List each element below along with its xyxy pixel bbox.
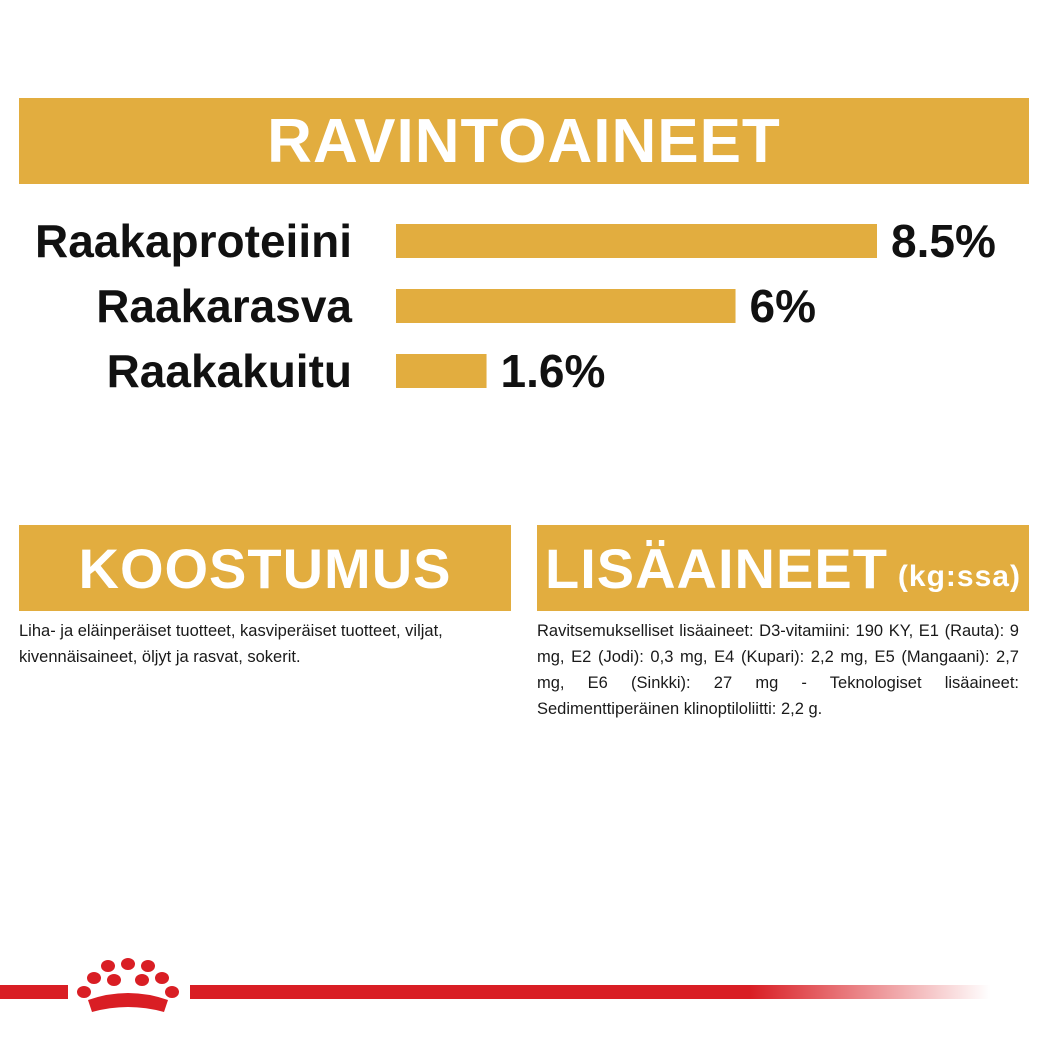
composition-title: KOOSTUMUS — [78, 536, 452, 600]
category-label: Raakarasva — [96, 280, 352, 332]
additives-banner — [537, 525, 1029, 611]
category-label: Raakaproteiini — [35, 215, 352, 267]
nutrients-title: RAVINTOAINEET — [267, 106, 781, 176]
composition-banner — [19, 525, 511, 611]
nutrients-bar-chart — [0, 200, 1049, 410]
value-label: 6% — [749, 280, 817, 332]
bar — [396, 354, 487, 388]
bar — [396, 224, 877, 258]
nutrients-banner — [19, 98, 1029, 184]
category-label: Raakakuitu — [106, 345, 352, 397]
crown-logo-icon — [72, 956, 184, 1020]
additives-text: Ravitsemukselliset lisäaineet: D3-vitamiini: 190 KY, E1 (Rauta): 9 mg, E2 (Jodi): 0,3 mg, E4 (Kupari): 2,2 mg, E5 (Mangaani): 2,7 mg, E6 (Sinkki): 27 mg - Teknologiset lisäaineet: Sedimenttiperäinen klinoptiloliitti: 2,2 g. — [537, 622, 1019, 718]
additives-unit: (kg:ssa) — [897, 560, 1021, 593]
additives-title: LISÄAINEET — [545, 536, 888, 600]
composition-text: Liha- ja eläinperäiset tuotteet, kasviperäiset tuotteet, viljat, kivennäisaineet, öljyt ja rasvat, sokerit. — [19, 622, 443, 666]
value-label: 1.6% — [500, 345, 606, 397]
footer-red-line-right — [190, 985, 990, 999]
value-label: 8.5% — [891, 215, 996, 267]
bar — [396, 289, 736, 323]
footer-red-line-left — [0, 985, 68, 999]
